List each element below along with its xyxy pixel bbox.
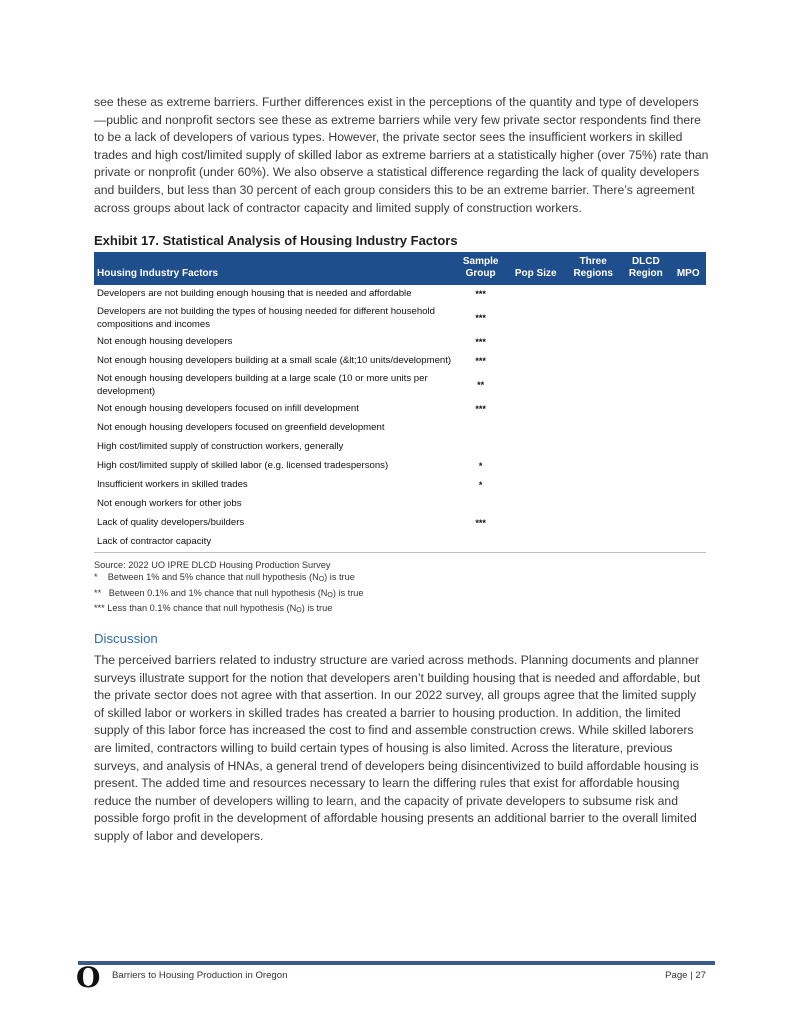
factor-cell: Not enough housing developers (97, 336, 233, 348)
significance-note-2 (94, 587, 709, 602)
pop-size-cell (506, 400, 565, 419)
header-dlcd-region (621, 252, 670, 285)
mpo-cell (670, 419, 706, 438)
three-regions-cell (565, 285, 621, 304)
pop-size-cell (506, 438, 565, 457)
note-3-suffix: ) is true (301, 602, 333, 613)
three-regions-cell (565, 333, 621, 352)
three-regions-cell (565, 371, 621, 400)
sample-group-cell (455, 419, 506, 438)
three-regions-cell (565, 438, 621, 457)
dlcd-region-cell (621, 495, 670, 514)
note-2-text: ** Between 0.1% and 1% chance that null hypothesis (N (94, 587, 328, 598)
header-mpo: MPO (676, 268, 700, 280)
header-sample-group-line1: Sample (462, 256, 499, 268)
sample-group-cell (455, 438, 506, 457)
table-row (94, 304, 706, 333)
pop-size-cell (506, 457, 565, 476)
three-regions-cell (565, 514, 621, 533)
table-row (94, 476, 706, 495)
sample-group-cell: *** (475, 356, 486, 367)
factor-cell: Lack of contractor capacity (94, 533, 455, 553)
three-regions-cell (565, 400, 621, 419)
discussion-paragraph: The perceived barriers related to industry structure are varied across methods. Planning documents and planner surveys illustrate support for the notion that developers aren’t building housing that is needed and affordable, but the private sector does not agree with that assertion. In our 2022 survey, all groups agree that the limited supply of skilled labor or workers in skilled trades has created a barrier to housing production. In addition, the limited supply of this labor force has increased the cost to find and assemble construction crews. While skilled laborers are limited, contractors willing to build certain types of housing is also limited. Across the literature, previous surveys, and analysis of HNAs, a general trend of developers being disincentivized to build affordable housing is present. The added time and resources necessary to learn the differing rules that exist for affordable housing reduce the number of developers willing to learn, and the capacity of private developers to subsume risk and possible forgo profit in the development of affordable housing presents an additional barrier to the overall limited supply of labor and developers. (94, 652, 701, 843)
dlcd-region-cell (621, 438, 670, 457)
note-3-subscript: O (296, 606, 302, 614)
table-row (94, 533, 706, 553)
table-row (94, 333, 706, 352)
note-3-text: *** Less than 0.1% chance that null hypothesis (N (94, 602, 297, 613)
mpo-cell (670, 514, 706, 533)
table-row (94, 400, 706, 419)
header-dlcd-region-line2: Region (628, 268, 663, 280)
table-row (94, 457, 706, 476)
three-regions-cell (565, 476, 621, 495)
three-regions-cell (565, 352, 621, 371)
mpo-cell (670, 457, 706, 476)
three-regions-cell (565, 495, 621, 514)
footer-divider (78, 961, 715, 965)
dlcd-region-cell (621, 304, 670, 333)
pop-size-cell (506, 533, 565, 553)
factor-cell: Not enough housing developers focused on greenfield development (97, 422, 385, 434)
footer-document-title: Barriers to Housing Production in Oregon (112, 970, 288, 981)
header-three-regions-line2: Regions (573, 268, 613, 280)
factor-cell: Insufficient workers in skilled trades (97, 479, 248, 491)
pop-size-cell (506, 333, 565, 352)
header-pop-size: Pop Size (514, 268, 557, 280)
industry-factors-table (94, 252, 706, 553)
pop-size-cell (506, 514, 565, 533)
source-note: Source: 2022 UO IPRE DLCD Housing Production Survey (94, 560, 331, 571)
mpo-cell (670, 285, 706, 304)
mpo-cell (670, 333, 706, 352)
exhibit-title: Exhibit 17. Statistical Analysis of Housing Industry Factors (94, 233, 458, 249)
dlcd-region-cell (621, 400, 670, 419)
pop-size-cell (506, 419, 565, 438)
pop-size-cell (506, 476, 565, 495)
factor-cell: Developers are not building enough housing that is needed and affordable (97, 288, 412, 300)
footer-page-number: Page | 27 (665, 970, 706, 981)
header-three-regions-line1: Three (579, 256, 607, 268)
three-regions-cell (565, 533, 621, 553)
header-dlcd-region-line1: DLCD (631, 256, 660, 268)
page-content (94, 94, 709, 846)
dlcd-region-cell (621, 352, 670, 371)
sample-group-cell: *** (475, 518, 486, 529)
pop-size-cell (506, 304, 565, 333)
table-row (94, 419, 706, 438)
header-factor: Housing Industry Factors (97, 268, 219, 280)
table-body (94, 285, 706, 553)
pop-size-cell (506, 371, 565, 400)
sample-group-cell: *** (475, 404, 486, 415)
university-logo-icon: O (76, 961, 101, 994)
sample-group-cell: * (478, 461, 483, 472)
factor-cell: Not enough workers for other jobs (97, 498, 242, 510)
mpo-cell (670, 533, 706, 553)
dlcd-region-cell (621, 419, 670, 438)
intro-paragraph: see these as extreme barriers. Further differences exist in the perceptions of the quantity and type of developers—public and nonprofit sectors see these as extreme barriers while very few private sector respondents find there to be a lack of developers of various types. However, the private sector sees the insufficient workers in skilled trades and high cost/limited supply of skilled labor as extreme barriers at a statistically higher (over 75%) rate than private or nonprofit (under 60%). We also observe a statistical difference regarding the lack of quality developers and builders, but less than 30 percent of each group considers this to be an extreme barrier. There’s agreement across groups about lack of contractor capacity and limited supply of construction workers. (94, 95, 709, 215)
note-1-subscript: O (318, 576, 325, 584)
sample-group-cell (455, 533, 506, 553)
table-row (94, 438, 706, 457)
mpo-cell (670, 371, 706, 400)
sample-group-cell: * (478, 480, 483, 491)
note-2-suffix: ) is true (332, 587, 364, 598)
three-regions-cell (565, 304, 621, 333)
pop-size-cell (506, 285, 565, 304)
factor-cell: High cost/limited supply of skilled labor (e.g. licensed tradespersons) (97, 460, 389, 472)
dlcd-region-cell (621, 371, 670, 400)
dlcd-region-cell (621, 533, 670, 553)
factor-cell: Lack of quality developers/builders (97, 517, 245, 529)
mpo-cell (670, 304, 706, 333)
sample-group-cell: ** (477, 380, 485, 391)
factor-cell: Not enough housing developers building at a large scale (10 or more units per development) (97, 373, 428, 397)
table-notes (94, 559, 709, 617)
sample-group-cell: *** (475, 337, 486, 348)
mpo-cell (670, 495, 706, 514)
sample-group-cell: *** (475, 289, 486, 300)
significance-note-3 (94, 602, 709, 617)
note-1-text: * Between 1% and 5% chance that null hypothesis (N (94, 572, 319, 583)
factor-cell: High cost/limited supply of construction workers, generally (97, 441, 344, 453)
sample-group-cell (455, 495, 506, 514)
pop-size-cell (506, 352, 565, 371)
note-1-suffix: ) is true (324, 572, 355, 583)
dlcd-region-cell (621, 476, 670, 495)
mpo-cell (670, 438, 706, 457)
factor-cell: Not enough housing developers building at a small scale (&lt;10 units/development) (97, 355, 452, 367)
dlcd-region-cell (621, 514, 670, 533)
factor-cell: Not enough housing developers focused on infill development (97, 403, 359, 415)
table-row (94, 371, 706, 400)
three-regions-cell (565, 419, 621, 438)
table-row (94, 495, 706, 514)
mpo-cell (670, 400, 706, 419)
mpo-cell (670, 352, 706, 371)
table-header-row (94, 252, 706, 285)
table-row (94, 352, 706, 371)
significance-note-1 (94, 571, 709, 586)
header-sample-group-line2: Group (465, 268, 496, 280)
header-three-regions (565, 252, 621, 285)
factor-cell: Developers are not building the types of housing needed for different household compositions and incomes (97, 306, 435, 330)
pop-size-cell (506, 495, 565, 514)
dlcd-region-cell (621, 457, 670, 476)
table-row (94, 285, 706, 304)
header-sample-group (455, 252, 506, 285)
mpo-cell (670, 476, 706, 495)
sample-group-cell: *** (475, 313, 486, 324)
discussion-heading: Discussion (94, 630, 158, 646)
dlcd-region-cell (621, 333, 670, 352)
three-regions-cell (565, 457, 621, 476)
table-row (94, 514, 706, 533)
note-2-subscript: O (327, 591, 333, 599)
dlcd-region-cell (621, 285, 670, 304)
